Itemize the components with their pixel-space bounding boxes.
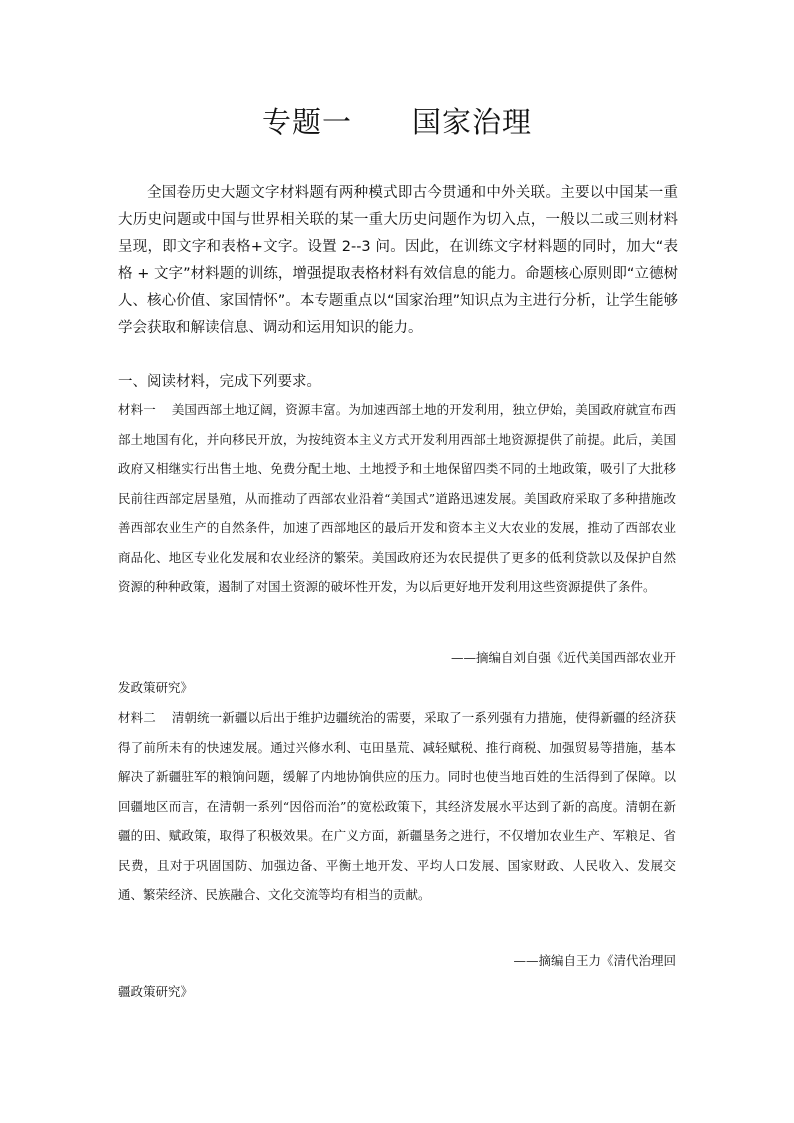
material-source-tail: 疆政策研究》 [118, 984, 194, 999]
material-text: 美国西部土地辽阔，资源丰富。为加速西部土地的开发利用，独立伊始，美国政府就宣布西部土地国有化，并向移民开放，为按纯资本主义方式开发利用西部土地资源提供了前提。此后，美国政府又相继实行出售土地、免费分配土地、土地授予和土地保留四类不同的土地政策，吸引了大批移民前往西部定居垦殖，从而推动了西部农业沿着“美国式”道路迅速发展。美国政府采取了多种措施改善西部农业生产的自然条件，加速了西部地区的最后开发和资本主义大农业的发展，推动了西部农业商品化、地区专业化发展和农业经济的繁荣。美国政府还为农民提供了更多的低利贷款以及保护自然资源的种种政策，遏制了对国土资源的破坏性开发，为以后更好地开发利用这些资源提供了条件。 [118, 402, 676, 594]
page-title: 专题一 国家治理 [261, 105, 532, 139]
material-source: ——摘编自刘自强《近代美国西部农业开 [450, 650, 676, 665]
material-one [118, 395, 676, 602]
material-label: 材料二 [118, 710, 156, 725]
question-heading: 一、阅读材料，完成下列要求。 [118, 374, 321, 390]
material-text: 清朝统一新疆以后出于维护边疆统治的需要，采取了一系列强有力措施，使得新疆的经济获得了前所未有的快速发展。通过兴修水利、屯田垦荒、减轻赋税、推行商税、加强贸易等措施，基本解决了新疆驻军的粮饷问题，缓解了内地协饷供应的压力。同时也使当地百姓的生活得到了保障。以回疆地区而言，在清朝一系列“因俗而治”的宽松政策下，其经济发展水平达到了新的高度。清朝在新疆的田、赋政策，取得了积极效果。在广义方面，新疆垦务之进行，不仅增加农业生产、军粮足、省民费，且对于巩固国防、加强边备、平衡土地开发、平均人口发展、国家财政、人民收入、发展交通、繁荣经济、民族融合、文化交流等均有相当的贡献。 [118, 710, 676, 902]
material-two [118, 703, 676, 910]
material-source: ——摘编自王力《清代治理回 [513, 953, 676, 968]
intro-paragraph: 全国卷历史大题文字材料题有两种模式即古今贯通和中外关联。主要以中国某一重大历史问题或中国与世界相关联的某一重大历史问题作为切入点，一般以二或三则材料呈现，即文字和表格+文字。设置 2--3 问。因此，在训练文字材料题的同时，加大“表格 + 文字”材料题的训练，增强提取表格材料有效信息的能力。命题核心原则即“立德树人、核心价值、家国情怀”。本专题重点以“国家治理”知识点为主进行分析，让学生能够学会获取和解读信息、调动和运用知识的能力。 [118, 185, 678, 336]
material-source-tail: 发政策研究》 [118, 680, 194, 695]
material-label: 材料一 [118, 402, 156, 417]
